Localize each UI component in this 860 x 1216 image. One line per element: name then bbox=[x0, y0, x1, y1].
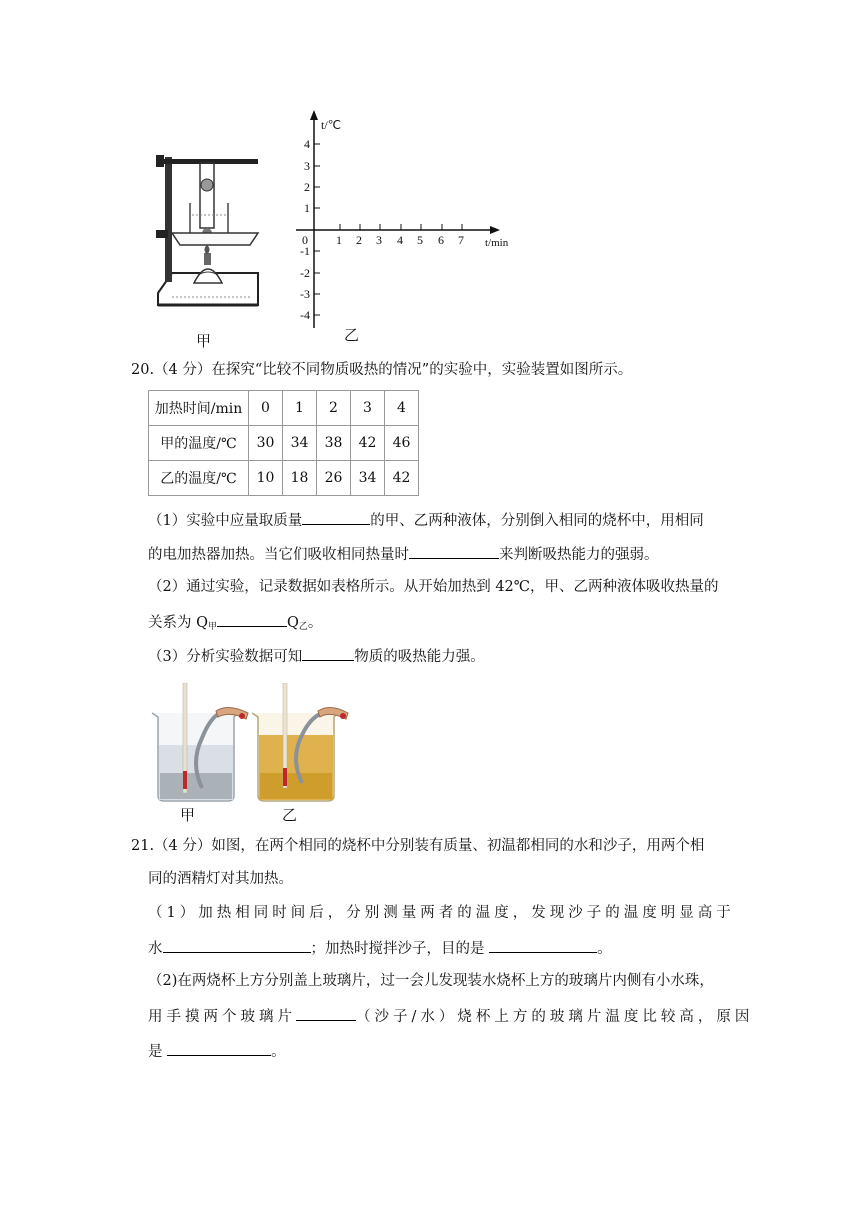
beakers-figure bbox=[150, 683, 350, 803]
q21-part1-line1: （1）加热相同时间后，分别测量两者的温度，发现沙子的温度明显高于 bbox=[148, 905, 735, 921]
q21-stem-line2: 同的酒精灯对其加热。 bbox=[148, 871, 293, 887]
text: 。 bbox=[307, 615, 323, 631]
text: 关系为 Q bbox=[148, 615, 208, 631]
text: 。 bbox=[271, 1044, 286, 1060]
table-row bbox=[149, 426, 419, 461]
q20-part3 bbox=[148, 645, 485, 667]
table-cell: 30 bbox=[249, 426, 283, 461]
subscript: 乙 bbox=[298, 622, 308, 632]
x-tick-label: 6 bbox=[438, 233, 444, 247]
y-tick-label: -2 bbox=[300, 266, 310, 280]
table-cell: 2 bbox=[317, 391, 351, 426]
answer-blank[interactable] bbox=[302, 645, 354, 661]
q20-part1-line2 bbox=[148, 543, 659, 565]
text: （沙子/水）烧杯上方的玻璃片温度比较高，原因 bbox=[356, 1009, 754, 1025]
temperature-time-axes bbox=[290, 108, 525, 333]
q20-part2-line1 bbox=[148, 577, 719, 597]
text: 。 bbox=[597, 941, 612, 957]
text: 的电加热器加热。当它们吸收相同热量时 bbox=[148, 547, 409, 563]
table-cell: 18 bbox=[283, 461, 317, 496]
figure-label-jia: 甲 bbox=[196, 332, 212, 350]
table-cell: 乙的温度/℃ bbox=[149, 461, 249, 496]
answer-blank[interactable] bbox=[489, 937, 597, 953]
q21-part2-line1: （2)在两烧杯上方分别盖上玻璃片，过一会儿发现装水烧杯上方的玻璃片内侧有小水珠， bbox=[148, 973, 714, 989]
answer-blank[interactable] bbox=[409, 543, 499, 559]
table-row bbox=[149, 461, 419, 496]
text: （3）分析实验数据可知 bbox=[148, 649, 303, 665]
y-axis-label: t/℃ bbox=[321, 118, 342, 132]
text: 水 bbox=[148, 941, 163, 957]
answer-blank[interactable] bbox=[167, 1040, 271, 1056]
q20-stem: 20.（4 分）在探究“比较不同物质吸热的情况”的实验中，实验装置如图所示。 bbox=[131, 362, 633, 378]
q20-data-table bbox=[148, 390, 419, 496]
y-tick-label: -1 bbox=[300, 244, 310, 258]
q21-part1-line2 bbox=[148, 937, 612, 959]
heating-apparatus-figure bbox=[150, 145, 265, 325]
table-cell: 加热时间/min bbox=[149, 391, 249, 426]
y-tick-label: 1 bbox=[304, 201, 310, 215]
y-tick-label: 2 bbox=[304, 180, 310, 194]
answer-blank[interactable] bbox=[217, 611, 287, 627]
text: 来判断吸热能力的强弱。 bbox=[499, 547, 659, 563]
table-cell: 38 bbox=[317, 426, 351, 461]
text: （1）实验中应量取质量 bbox=[148, 513, 303, 529]
y-tick-label: -3 bbox=[300, 287, 310, 301]
table-row bbox=[149, 391, 419, 426]
y-tick-label: 4 bbox=[304, 137, 310, 151]
text: 用手摸两个玻璃片 bbox=[148, 1009, 296, 1025]
table-cell: 甲的温度/℃ bbox=[149, 426, 249, 461]
table-cell: 26 bbox=[317, 461, 351, 496]
figure-label-yi: 乙 bbox=[282, 806, 298, 824]
text: ；加热时搅拌沙子，目的是 bbox=[310, 941, 485, 957]
x-axis-label: t/min bbox=[485, 237, 509, 249]
q21-stem-line1: 21.（4 分）如图，在两个相同的烧杯中分别装有质量、初温都相同的水和沙子，用两个相 bbox=[131, 838, 705, 854]
q21-part2-line3 bbox=[148, 1040, 286, 1062]
x-tick-label: 5 bbox=[417, 233, 423, 247]
answer-blank[interactable] bbox=[302, 509, 370, 525]
text: 的甲、乙两种液体，分别倒入相同的烧杯中，用相同 bbox=[370, 513, 704, 529]
x-tick-label: 7 bbox=[458, 233, 464, 247]
y-tick-label: -4 bbox=[300, 308, 310, 322]
subscript: 甲 bbox=[208, 622, 218, 632]
figure-label-yi: 乙 bbox=[344, 326, 360, 344]
table-cell: 4 bbox=[385, 391, 419, 426]
figure-label-jia: 甲 bbox=[180, 806, 196, 824]
q20-part2-line2 bbox=[148, 611, 322, 637]
table-cell: 42 bbox=[351, 426, 385, 461]
table-cell: 46 bbox=[385, 426, 419, 461]
table-cell: 3 bbox=[351, 391, 385, 426]
q21-part2-line2 bbox=[148, 1005, 753, 1027]
table-cell: 0 bbox=[249, 391, 283, 426]
text: Q bbox=[287, 615, 299, 631]
table-cell: 34 bbox=[351, 461, 385, 496]
table-cell: 34 bbox=[283, 426, 317, 461]
text: （2）通过实验，记录数据如表格所示。从开始加热到 42℃，甲、乙两种液体吸收热量的 bbox=[148, 579, 719, 595]
origin-label: 0 bbox=[302, 233, 308, 247]
x-tick-label: 3 bbox=[376, 233, 382, 247]
answer-blank[interactable] bbox=[296, 1005, 356, 1021]
x-tick-label: 2 bbox=[356, 233, 362, 247]
text: 是 bbox=[148, 1044, 163, 1060]
x-tick-label: 4 bbox=[397, 233, 403, 247]
table-cell: 10 bbox=[249, 461, 283, 496]
q20-part1-line1 bbox=[148, 509, 704, 531]
x-tick-label: 1 bbox=[336, 233, 342, 247]
text: 物质的吸热能力强。 bbox=[354, 649, 485, 665]
y-tick-label: 3 bbox=[304, 159, 310, 173]
answer-blank[interactable] bbox=[163, 937, 311, 953]
table-cell: 42 bbox=[385, 461, 419, 496]
table-cell: 1 bbox=[283, 391, 317, 426]
